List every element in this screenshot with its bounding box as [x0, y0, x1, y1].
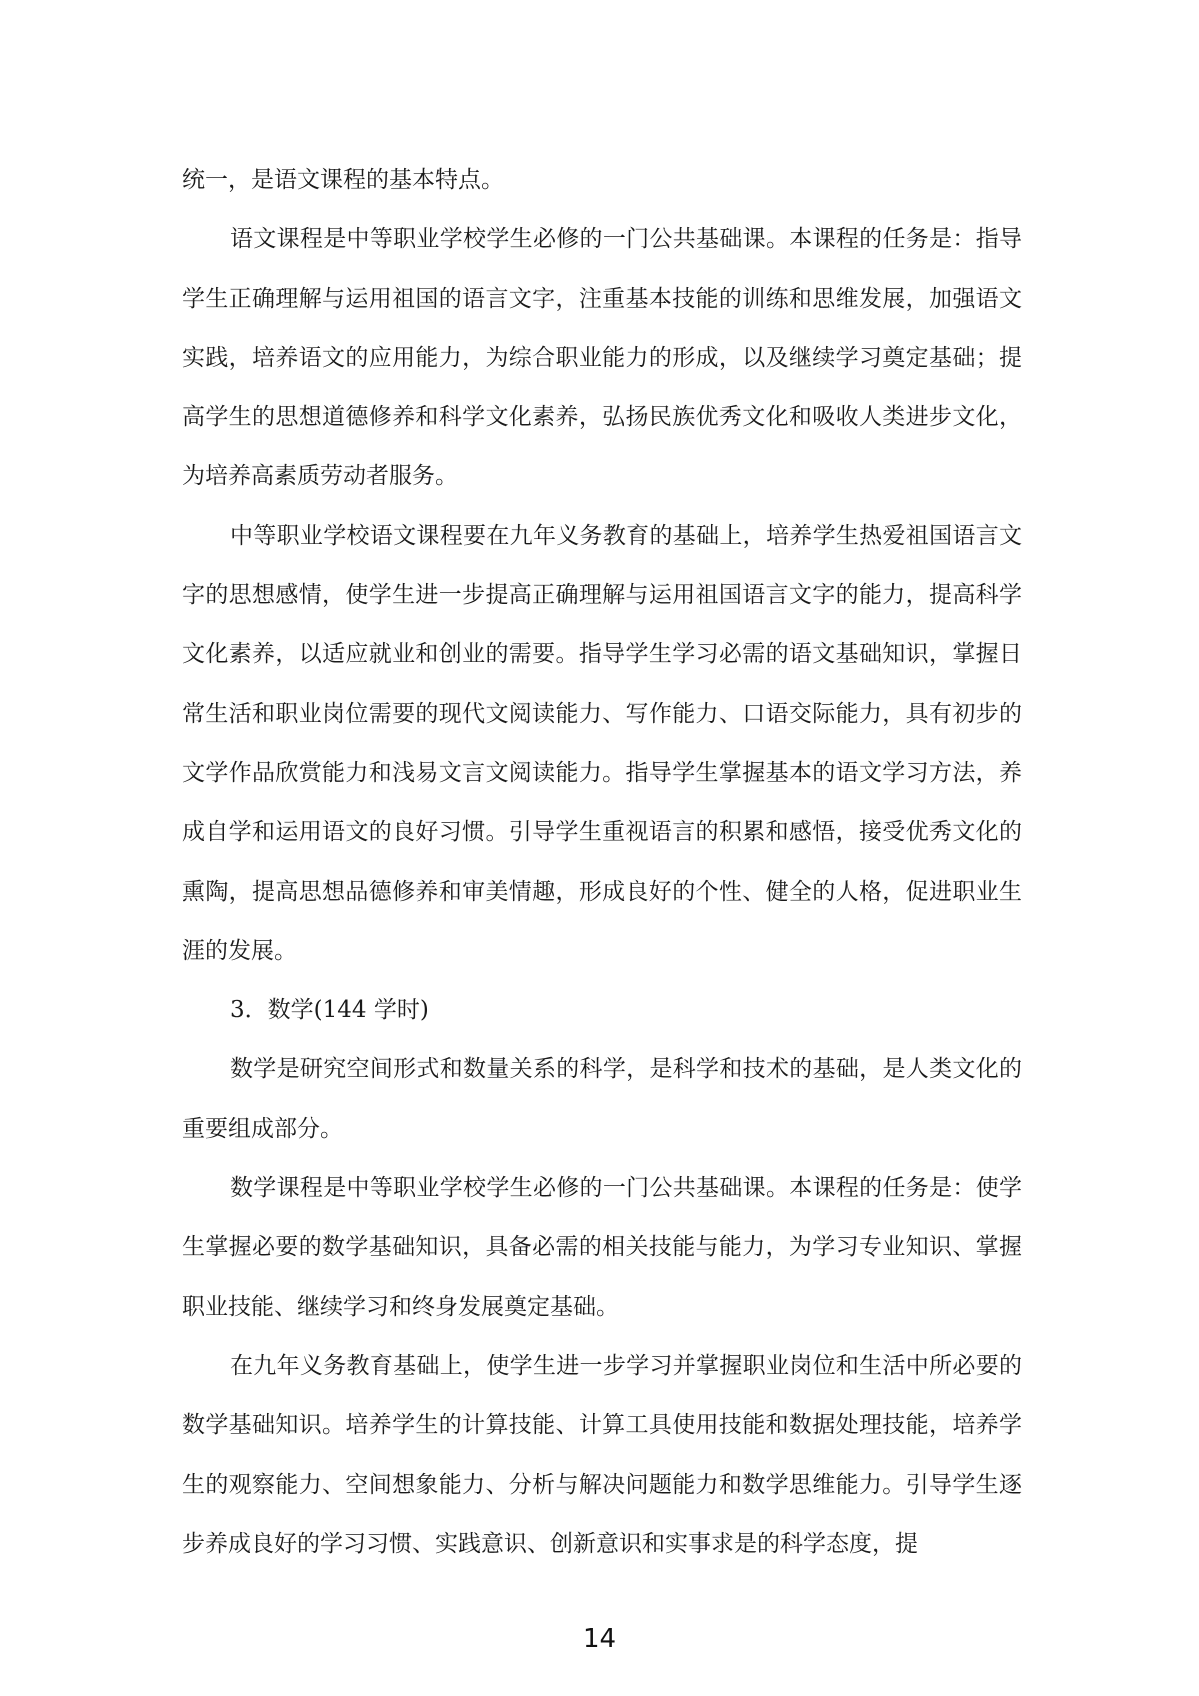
paragraph-chinese-course-task: 语文课程是中等职业学校学生必修的一门公共基础课。本课程的任务是：指导学生正确理解与运用祖国的语言文字，注重基本技能的训练和思维发展，加强语文实践，培养语文的应用能力，为综合职业能力的形成，以及继续学习奠定基础；提高学生的思想道德修养和科学文化素养，弘扬民族优秀文化和吸收人类进步文化，为培养高素质劳动者服务。 — [182, 226, 1022, 490]
paragraph-math-course-goals: 在九年义务教育基础上，使学生进一步学习并掌握职业岗位和生活中所必要的数学基础知识。培养学生的计算技能、计算工具使用技能和数据处理技能，培养学生的观察能力、空间想象能力、分析与解决问题能力和数学思维能力。引导学生逐步养成良好的学习习惯、实践意识、创新意识和实事求是的科学态度，提 — [182, 1352, 1022, 1557]
paragraph-chinese-course-goals: 中等职业学校语文课程要在九年义务教育的基础上，培养学生热爱祖国语言文字的思想感情，使学生进一步提高正确理解与运用祖国语言文字的能力，提高科学文化素养，以适应就业和创业的需要。指导学生学习必需的语文基础知识，掌握日常生活和职业岗位需要的现代文阅读能力、写作能力、口语交际能力，具有初步的文学作品欣赏能力和浅易文言文阅读能力。指导学生掌握基本的语文学习方法，养成自学和运用语文的良好习惯。引导学生重视语言的积累和感悟，接受优秀文化的熏陶，提高思想品德修养和审美情趣，形成良好的个性、健全的人格，促进职业生涯的发展。 — [182, 522, 1022, 964]
paragraph-continuation: 统一，是语文课程的基本特点。 — [182, 167, 504, 193]
section-heading-math: 3．数学(144 学时) — [230, 997, 429, 1024]
paragraph-math-course-task: 数学课程是中等职业学校学生必修的一门公共基础课。本课程的任务是：使学生掌握必要的数学基础知识，具备必需的相关技能与能力，为学习专业知识、掌握职业技能、继续学习和终身发展奠定基础。 — [182, 1175, 1022, 1320]
paragraph-math-definition: 数学是研究空间形式和数量关系的科学，是科学和技术的基础，是人类文化的重要组成部分。 — [182, 1056, 1022, 1142]
page-number: 14 — [582, 1624, 617, 1654]
body-text — [182, 151, 1022, 1574]
